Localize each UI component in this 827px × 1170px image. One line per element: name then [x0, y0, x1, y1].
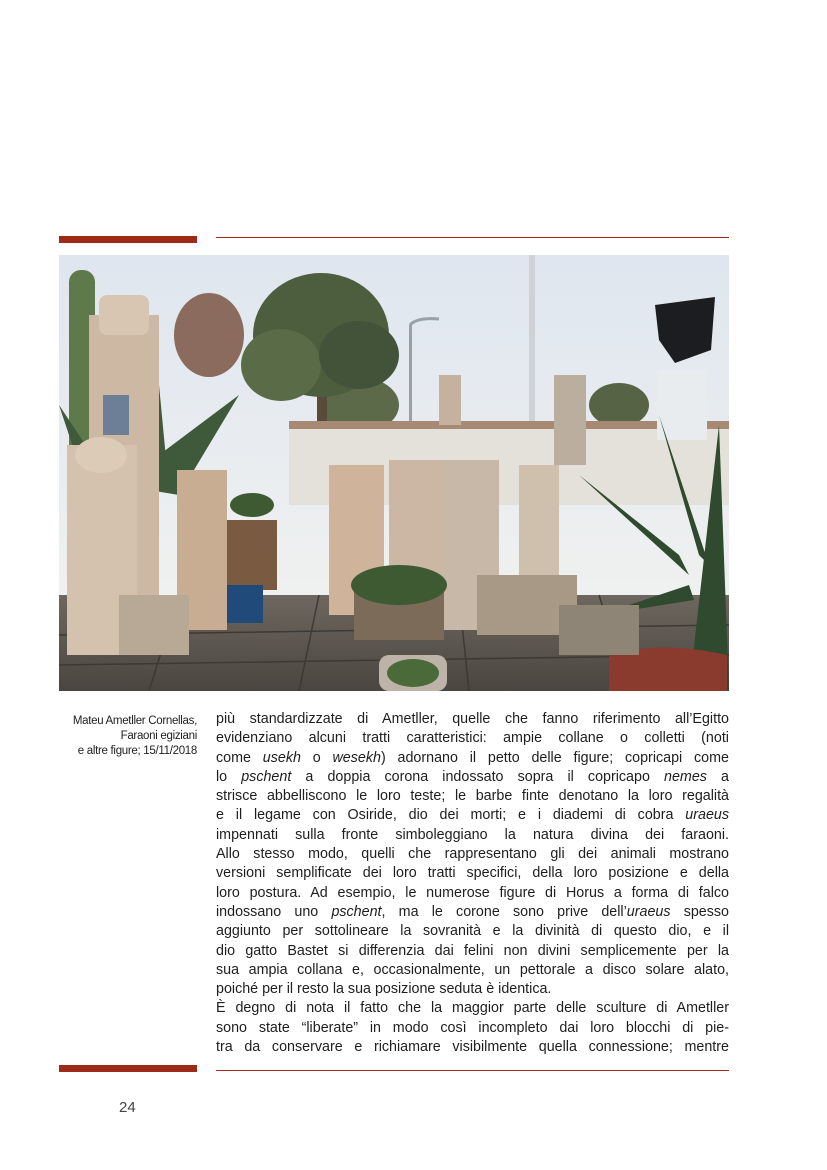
body-line: [216, 768, 729, 787]
body-italic-term: uraeus: [685, 807, 729, 824]
body-line: [216, 903, 729, 922]
page-number: 24: [119, 1099, 136, 1116]
body-line: [216, 1038, 729, 1057]
body-line: [216, 942, 729, 961]
body-text-run: sua ampia collana e, occasionalmente, un pettorale a disco solare alato,: [216, 961, 729, 978]
body-text-run: dio gatto Bastet si differenzia dai felini non divini semplicemente per la: [216, 942, 729, 959]
body-italic-term: pschent: [331, 903, 382, 920]
body-line: [216, 999, 729, 1018]
body-text-run: più standardizzate di Ametller, quelle che fanno riferimento all’Egitto: [216, 711, 729, 727]
body-text-run: aggiunto per sottolineare la sovranità e la divinità di questo dio, e il: [216, 923, 729, 940]
body-text-run: come: [216, 749, 263, 766]
body-text-run: o: [300, 749, 333, 766]
sculpture-garden-photo: [59, 255, 729, 691]
body-paragraph: [216, 710, 729, 1057]
body-italic-term: usekh: [262, 749, 301, 766]
body-text-run: , ma le corone sono prive dell’: [381, 903, 627, 920]
body-text-run: Allo stesso modo, quelli che rappresentano gli dei animali mostrano: [216, 846, 729, 863]
caption-line: e altre figure; 15/11/2018: [77, 745, 197, 757]
body-text-run: sono state “liberate” in modo così incompleto dai loro blocchi di pie-: [216, 1019, 729, 1036]
body-text-run: spesso: [670, 903, 729, 920]
bottom-accent-bar: [59, 1065, 197, 1072]
body-text-run: impennati sulla fronte simboleggiano la natura divina dei faraoni.: [216, 826, 729, 843]
top-divider-line: [216, 237, 729, 238]
body-text-run: a: [706, 768, 729, 785]
body-italic-term: uraeus: [626, 903, 671, 920]
body-text-run: evidenziano alcuni tratti caratteristici: ampie collane o colletti (noti: [216, 730, 729, 747]
body-line: [216, 845, 729, 864]
body-text-run: strisce abbelliscono le loro teste; le barbe finte denotano la loro regalità: [216, 788, 729, 805]
body-text-run: tra da conservare e richiamare visibilmente quella connessione; mentre: [216, 1039, 729, 1056]
body-text-run: ) adornano il petto delle figure; copricapi come: [380, 749, 729, 766]
body-italic-term: nemes: [664, 768, 707, 785]
body-line: [216, 864, 729, 883]
body-text-run: e il legame con Osiride, dio dei morti; e i diademi di cobra: [216, 807, 686, 824]
body-text-run: poiché per il resto la sua posizione seduta è identica.: [216, 981, 552, 998]
body-line: [216, 787, 729, 806]
body-line: [216, 806, 729, 825]
caption-line: Faraoni egiziani: [120, 730, 197, 742]
body-line: [216, 729, 729, 748]
body-line: [216, 884, 729, 903]
body-line: [216, 749, 729, 768]
body-text-run: indossano uno: [216, 903, 332, 920]
caption-line: Mateu Ametller Cornellas,: [72, 715, 197, 727]
body-text-run: È degno di nota il fatto che la maggior parte delle sculture di Ametller: [216, 1000, 729, 1017]
body-line: [216, 961, 729, 980]
top-accent-bar: [59, 236, 197, 243]
photo-caption: [40, 714, 197, 759]
body-text-run: lo: [216, 768, 242, 785]
body-line: [216, 1019, 729, 1038]
body-line: [216, 980, 729, 999]
body-italic-term: pschent: [241, 768, 292, 785]
body-line: [216, 710, 729, 729]
body-italic-term: wesekh: [332, 749, 381, 766]
body-text-run: a doppia corona indossato sopra il copricapo: [291, 768, 665, 785]
body-line: [216, 922, 729, 941]
body-line: [216, 826, 729, 845]
body-text-run: versioni semplificate dei loro tratti specifici, della loro posizione e della: [216, 865, 729, 882]
body-text-run: loro postura. Ad esempio, le numerose figure di Horus a forma di falco: [216, 884, 729, 901]
bottom-divider-line: [216, 1070, 729, 1071]
